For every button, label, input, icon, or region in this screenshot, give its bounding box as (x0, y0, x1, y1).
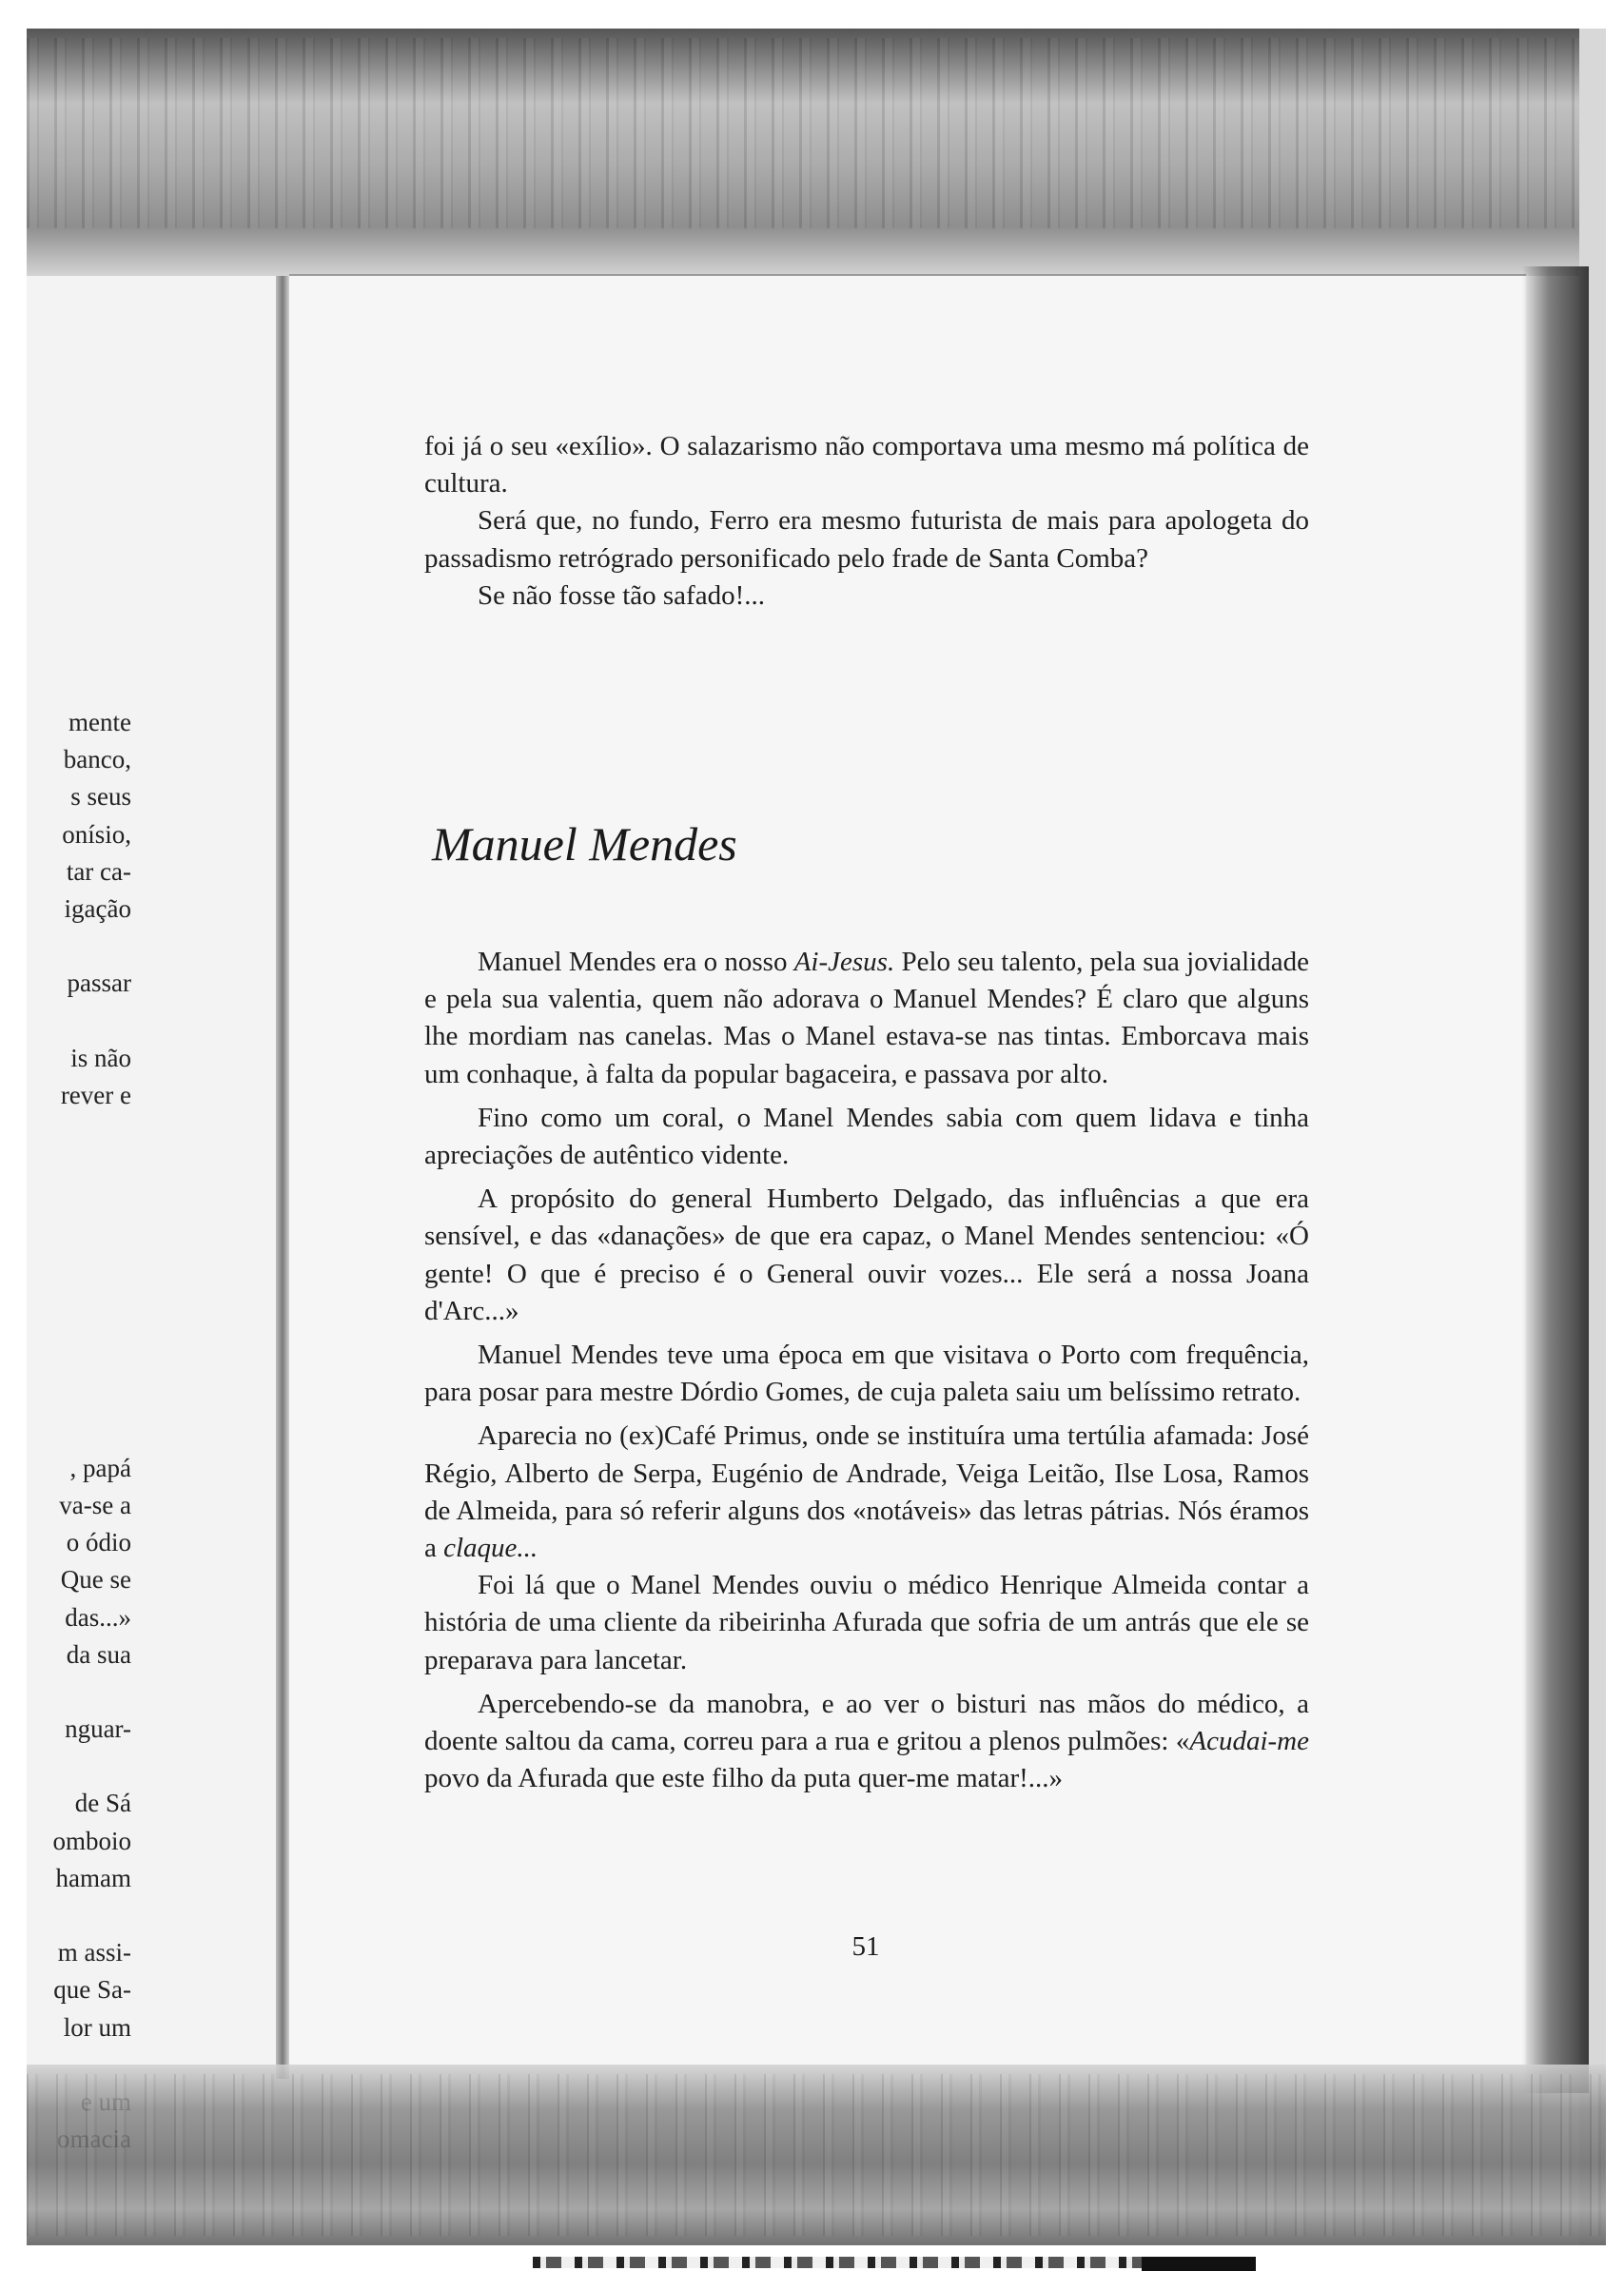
previous-page-line: tar ca- (66, 856, 131, 886)
previous-page-line: , papá (69, 1453, 131, 1482)
p1-emphasis: Ai-Jesus. (793, 947, 895, 977)
previous-page-text (29, 704, 276, 2158)
previous-page-line: de Sá (74, 1789, 131, 1818)
page-number: 51 (851, 1931, 880, 1962)
intro-text (424, 428, 1309, 615)
previous-page-line: lor um (63, 2012, 131, 2042)
previous-page-line: o ódio (66, 1528, 131, 1557)
p7-emphasis: Acudai-me (1189, 1726, 1309, 1757)
body-paragraph-2: Fino como um coral, o Manel Mendes sabia com quem lidava e tinha apreciações de autêntico vidente. (424, 1102, 1309, 1171)
intro-paragraph-2: Será que, no fundo, Ferro era mesmo futurista de mais para apologeta do passadismo retrógrado personificado pelo frade de Santa Comba? (424, 505, 1309, 574)
p1-text-a: Manuel Mendes era o nosso (478, 947, 794, 977)
previous-page-line (29, 1748, 276, 1785)
previous-page-line: omboio (52, 1826, 131, 1855)
previous-page-line (29, 1188, 276, 1225)
previous-page-line (29, 1413, 276, 1450)
previous-page-line (29, 928, 276, 965)
previous-page-line (29, 1003, 276, 1040)
previous-page-line: que Sa- (53, 1975, 131, 2005)
body-paragraph-6: Foi lá que o Manel Mendes ouviu o médico Henrique Almeida contar a história de uma cliente da ribeirinha Afurada que sofria de um antrás que ele se preparava para lancetar. (424, 1570, 1309, 1675)
previous-page-line: onísio, (62, 819, 131, 849)
previous-page-line: mente (68, 708, 131, 736)
previous-page-line: nguar- (65, 1714, 131, 1744)
previous-page-line (29, 1897, 276, 1934)
previous-page-line: da sua (66, 1639, 131, 1669)
chapter-heading: Manuel Mendes (432, 817, 737, 871)
previous-page (27, 276, 276, 2079)
previous-page-line: Que se (60, 1565, 131, 1595)
body-paragraph-5 (424, 1418, 1309, 1567)
chapter-body (424, 944, 1309, 1797)
body-paragraph-3: A propósito do general Humberto Delgado, das influências a que era sensível, e das «danações» de que era capaz, o Manel Mendes sentenciou: «Ó gente! O que é preciso é o General ouvir vozes... Ele será a nossa Joana d'Arc...» (424, 1184, 1309, 1326)
previous-page-line: passar (67, 969, 131, 998)
page-edge-shadow (1522, 266, 1589, 2093)
previous-page-line (29, 1263, 276, 1301)
body-paragraph-4: Manuel Mendes teve uma época em que visitava o Porto com frequência, para posar para mestre Dórdio Gomes, de cuja paleta saiu um belíssimo retrato. (424, 1340, 1309, 1408)
scan-calibration-block (1142, 2257, 1256, 2271)
previous-page-line: s seus (70, 782, 131, 812)
previous-page-line: hamam (55, 1863, 131, 1892)
previous-page-line (29, 1338, 276, 1375)
body-paragraph-1 (424, 944, 1309, 1093)
previous-page-line (29, 1114, 276, 1151)
p1-text-b: Pelo seu talento, pela sua jovialidade e pela sua valentia, quem não adorava o Manuel Mendes? É claro que alguns lhe mordiam nas canelas. Mas o Manel estava-se nas tintas. Emborcava mais um conhaque, à falta da popular bagaceira, e passava por alto. (424, 947, 1310, 1089)
previous-page-line: m assi- (57, 1938, 131, 1968)
previous-page-line: banco, (63, 745, 131, 774)
previous-page-line: igação (64, 893, 131, 923)
scan-streaks-bottom (27, 2074, 1606, 2236)
previous-page-line: rever e (60, 1080, 131, 1109)
previous-page-line (29, 1226, 276, 1263)
book-gutter (276, 276, 289, 2079)
intro-paragraph-3: Se não fosse tão safado!... (478, 579, 765, 611)
previous-page-line: is não (70, 1043, 131, 1072)
previous-page-line (29, 1301, 276, 1338)
previous-page-line: va-se a (59, 1490, 131, 1519)
p7-text-a: Apercebendo-se da manobra, e ao ver o bisturi nas mãos do médico, a doente saltou da cama, correu para a rua e gritou a plenos pulmões: « (424, 1688, 1309, 1757)
p5-text-a: Aparecia no (ex)Café Primus, onde se instituíra uma tertúlia afamada: José Régio, Alberto de Serpa, Eugénio de Andrade, Veiga Leitão, Ilse Losa, Ramos de Almeida, para só referir alguns dos «notáveis» das letras pátrias. Nós éramos a (424, 1420, 1309, 1564)
previous-page-line: das...» (65, 1602, 131, 1632)
previous-page-line (29, 1375, 276, 1412)
intro-paragraph-1: foi já o seu «exílio». O salazarismo não comportava uma mesmo má política de cultura. (424, 431, 1309, 499)
body-paragraph-7 (424, 1686, 1309, 1798)
p7-text-b: povo da Afurada que este filho da puta quer-me matar!...» (424, 1763, 1064, 1794)
previous-page-line (29, 1151, 276, 1188)
scan-streaks-top (27, 38, 1606, 228)
p5-emphasis: claque... (443, 1533, 538, 1564)
previous-page-line (29, 1674, 276, 1711)
